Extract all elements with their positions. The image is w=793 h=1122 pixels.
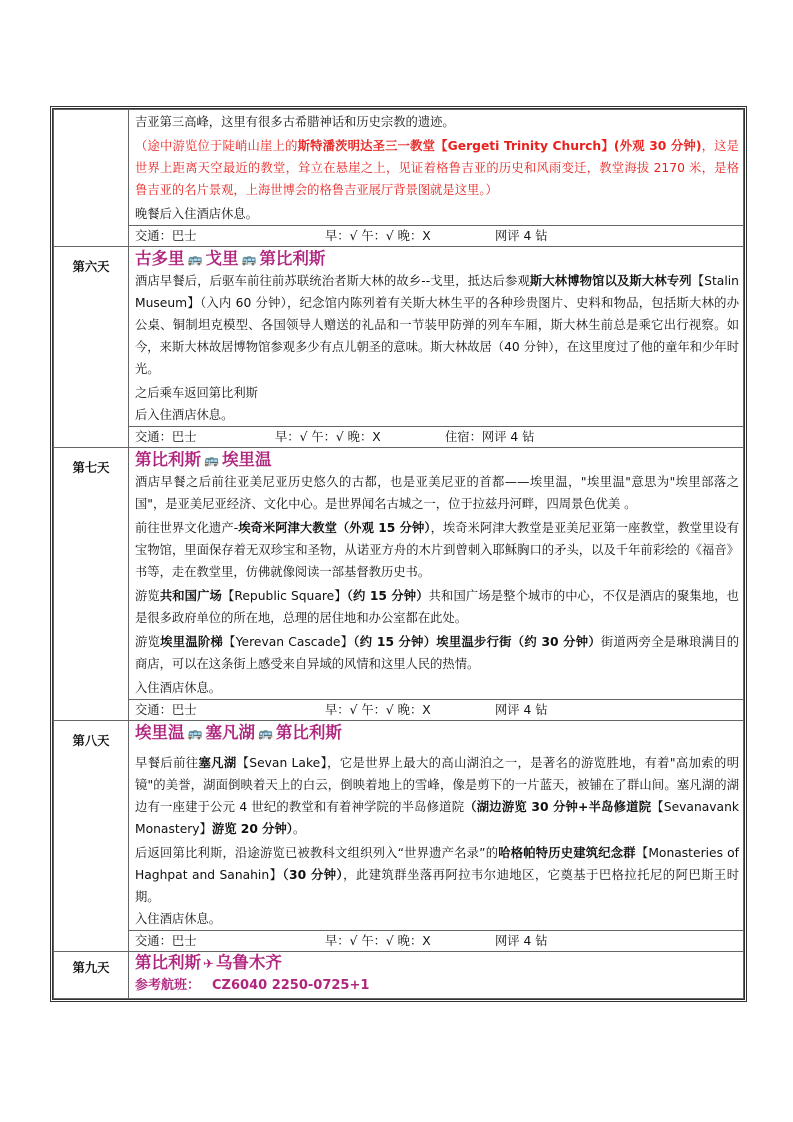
bus-icon: 🚌 xyxy=(187,252,203,266)
day6-p1-a: 酒店早餐后，后驱车前往前苏联统治者斯大林的故乡--戈里，抵达后参观 xyxy=(135,274,530,288)
sevanavank-monastery: 【Sevanavank Monastery】 xyxy=(135,800,740,836)
day5-row xyxy=(54,110,744,247)
transport-text: 交通：巴士 xyxy=(135,934,197,948)
route-stop: 第比利斯 xyxy=(275,723,342,742)
day7-p3-duration: （约 15 分钟） xyxy=(346,589,429,603)
republic-square: 共和国广场 xyxy=(159,589,222,603)
meals-text: 早：√ 午：√ 晚：X xyxy=(275,430,381,444)
day8-row xyxy=(54,721,744,952)
day7-p3-a: 游览 xyxy=(135,589,160,603)
day8-p3: 入住酒店休息。 xyxy=(135,912,222,926)
day9-content xyxy=(129,952,744,999)
route-stop: 古多里 xyxy=(135,249,185,268)
day8-p1 xyxy=(135,752,743,840)
route-stop: 塞凡湖 xyxy=(205,723,255,742)
day7-p1: 酒店早餐之后前往亚美尼亚历史悠久的古都，也是亚美尼亚的首都——埃里温，"埃里温"意思为"埃里部落之国"，是亚美尼亚经济、文化中心。是世界闻名古城之一，位于拉兹丹河畔，四周景色优美 。 xyxy=(135,475,739,511)
sevan-lake: 塞凡湖 xyxy=(198,756,237,770)
day8-transport-row xyxy=(129,930,743,951)
plane-icon: ✈ xyxy=(203,957,214,972)
transport-text: 交通：巴士 xyxy=(135,703,197,717)
day5-p2-b: ，这是世界上距离天空最近的教堂，耸立在悬崖之上，见证着格鲁吉亚的历史和风雨变迁，教堂海拔 2170 米，是格鲁吉亚的名片景观，上海世博会的格鲁吉亚展厅背景图就是这里。） xyxy=(135,139,739,197)
route-stop: 第比利斯 xyxy=(135,450,201,469)
day9-label: 第九天 xyxy=(72,961,110,975)
day7-transport-row xyxy=(129,699,743,720)
day6-label: 第六天 xyxy=(72,260,110,274)
bus-icon: 🚌 xyxy=(204,453,219,467)
meals-text: 早：√ 午：√ 晚：X xyxy=(325,934,431,948)
flight-info xyxy=(135,976,743,998)
itinerary-table xyxy=(53,109,744,999)
yerevan-cascade: 埃里温阶梯 xyxy=(160,635,224,649)
day8-p2 xyxy=(135,842,743,908)
route-stop: 埃里温 xyxy=(221,450,272,469)
meals-text: 早：√ 午：√ 晚：X xyxy=(325,703,431,717)
day5-p3: 晚餐后入住酒店休息。 xyxy=(135,207,258,221)
day7-label: 第七天 xyxy=(72,461,110,475)
day8-label-cell xyxy=(54,721,129,952)
day6-p1-b: 【Stalin Museum】（入内 60 分钟），纪念馆内陈列着有关斯大林生平的各种珍贵图片、史料和物品，包括斯大林的办公桌、铜制坦克模型、各国领导人赠送的礼品和一节装甲防弹的列车车厢，斯大林生前总是乘它出行视察。如今，来斯大林故居博物馆参观多少有点儿朝圣的意味。斯大林故居（40 分钟），在这里度过了他的童年和少年时光。 xyxy=(135,274,739,376)
day7-p4-b: 【Yerevan Cascade】 xyxy=(223,635,354,649)
bus-icon: 🚌 xyxy=(241,252,257,266)
bus-icon: 🚌 xyxy=(187,726,203,740)
day8-p1-duration2: 游览 20 分钟） xyxy=(211,822,293,836)
day6-row xyxy=(54,247,744,448)
day7-row xyxy=(54,448,744,721)
day8-p2-a: 后返回第比利斯，沿途游览已被教科文组织列入“世界遗产名录”的 xyxy=(135,846,499,860)
etchmiadzin-cathedral: 埃奇米阿津大教堂（外观 15 分钟） xyxy=(238,521,431,535)
day6-p2: 之后乘车返回第比利斯 xyxy=(135,386,258,400)
day5-p2-a: （途中游览位于陡峭山崖上的 xyxy=(135,139,298,153)
day7-p3-c: 共和国广场是整个城市的中心，不仅是酒店的聚集地，也是很多政府单位的所在地，总理的居住地和办公室都在此处。 xyxy=(135,589,739,625)
route-stop: 埃里温 xyxy=(135,723,185,742)
gergeti-church: 斯特潘茨明达圣三一教堂【Gergeti Trinity Church】(外观 30 分钟) xyxy=(297,139,702,153)
day7-p4-duration: （约 15 分钟）埃里温步行街（约 30 分钟） xyxy=(353,635,601,649)
day7-p2-b: ，埃奇米阿津大教堂是亚美尼亚第一座教堂，教堂里设有宝物馆，里面保存着无双珍宝和圣物，从诺亚方舟的木片到曾刺入耶稣胸口的矛头，以及千年前彩绘的《福音》书等，走在教堂里，仿佛就像阅读一部基督教历史书。 xyxy=(135,521,739,579)
day7-p4 xyxy=(135,631,743,675)
day7-content xyxy=(129,448,744,721)
day5-label-cell xyxy=(54,110,129,247)
day6-p1 xyxy=(135,270,743,380)
day9-row xyxy=(54,952,744,999)
day8-p2-b: 【Monasteries of Haghpat and Sanahin】 xyxy=(135,846,739,882)
day8-p1-duration: （湖边游览 30 分钟+半岛修道院 xyxy=(464,800,652,814)
day7-p4-c: 街道两旁全是琳琅满目的商店，可以在这条街上感受来自异域的风情和这里人民的热情。 xyxy=(135,635,739,671)
bus-icon: 🚌 xyxy=(257,726,273,740)
day7-p4-a: 游览 xyxy=(135,635,161,649)
route-stop: 戈里 xyxy=(205,249,239,268)
day7-p2 xyxy=(135,517,743,583)
haghpat-monasteries: 哈格帕特历史建筑纪念群 xyxy=(498,846,636,860)
day5-transport-row xyxy=(129,225,743,246)
day9-label-cell xyxy=(54,952,129,999)
day5-p2 xyxy=(135,135,743,201)
day7-route xyxy=(135,449,743,471)
day6-content xyxy=(129,247,744,448)
day5-content xyxy=(129,110,744,247)
day8-p1-a: 早餐后前往 xyxy=(135,756,199,770)
day8-p2-duration: （30 分钟） xyxy=(282,868,344,882)
route-stop: 第比利斯 xyxy=(259,249,326,268)
day8-p2-c: ，此建筑群坐落再阿拉韦尔迪地区，它奠基于巴格拉托尼的阿巴斯王时期。 xyxy=(135,868,740,904)
flight-number: CZ6040 2250-0725+1 xyxy=(212,978,370,993)
day6-route xyxy=(135,248,743,270)
route-stop: 乌鲁木齐 xyxy=(215,953,282,972)
day6-transport-row xyxy=(129,426,743,447)
day5-p1: 吉亚第三高峰，这里有很多古希腊神话和历史宗教的遗迹。 xyxy=(135,115,455,129)
transport-text: 交通：巴士 xyxy=(135,430,197,444)
hotel-text: 网评 4 钻 xyxy=(495,934,548,948)
meals-text: 早：√ 午：√ 晚：X xyxy=(325,229,431,243)
day6-label-cell xyxy=(54,247,129,448)
day7-label-cell xyxy=(54,448,129,721)
day8-p1-b: 【Sevan Lake】，它是世界上最大的高山湖泊之一，是著名的游览胜地，有着"高加索的明镜"的美誉，湖面倒映着天上的白云，倒映着地上的雪峰，像是剪下的一片蓝天，被铺在了群山间。塞凡湖的湖边有一座建于公元 4 世纪的教堂和有着神学院的半岛修道院 xyxy=(135,756,739,814)
day6-p3: 后入住酒店休息。 xyxy=(135,408,234,422)
transport-text: 交通：巴士 xyxy=(135,229,197,243)
itinerary-sheet xyxy=(50,106,747,1002)
route-stop: 第比利斯 xyxy=(135,953,201,972)
day7-p5: 入住酒店休息。 xyxy=(135,681,222,695)
day7-p3 xyxy=(135,585,743,629)
hotel-text: 网评 4 钻 xyxy=(495,229,548,243)
day7-p2-a: 前往世界文化遗产- xyxy=(135,521,239,535)
day7-p3-b: 【Republic Square】 xyxy=(221,589,347,603)
flight-label: 参考航班： xyxy=(135,978,201,993)
day8-content xyxy=(129,721,744,952)
day8-label: 第八天 xyxy=(72,734,110,748)
day9-route xyxy=(135,952,743,976)
hotel-text: 网评 4 钻 xyxy=(495,703,548,717)
hotel-text: 住宿：网评 4 钻 xyxy=(445,430,535,444)
stalin-museum: 斯大林博物馆以及斯大林专列 xyxy=(529,274,692,288)
day8-p1-d: 。 xyxy=(292,822,306,836)
day8-route xyxy=(135,722,743,744)
